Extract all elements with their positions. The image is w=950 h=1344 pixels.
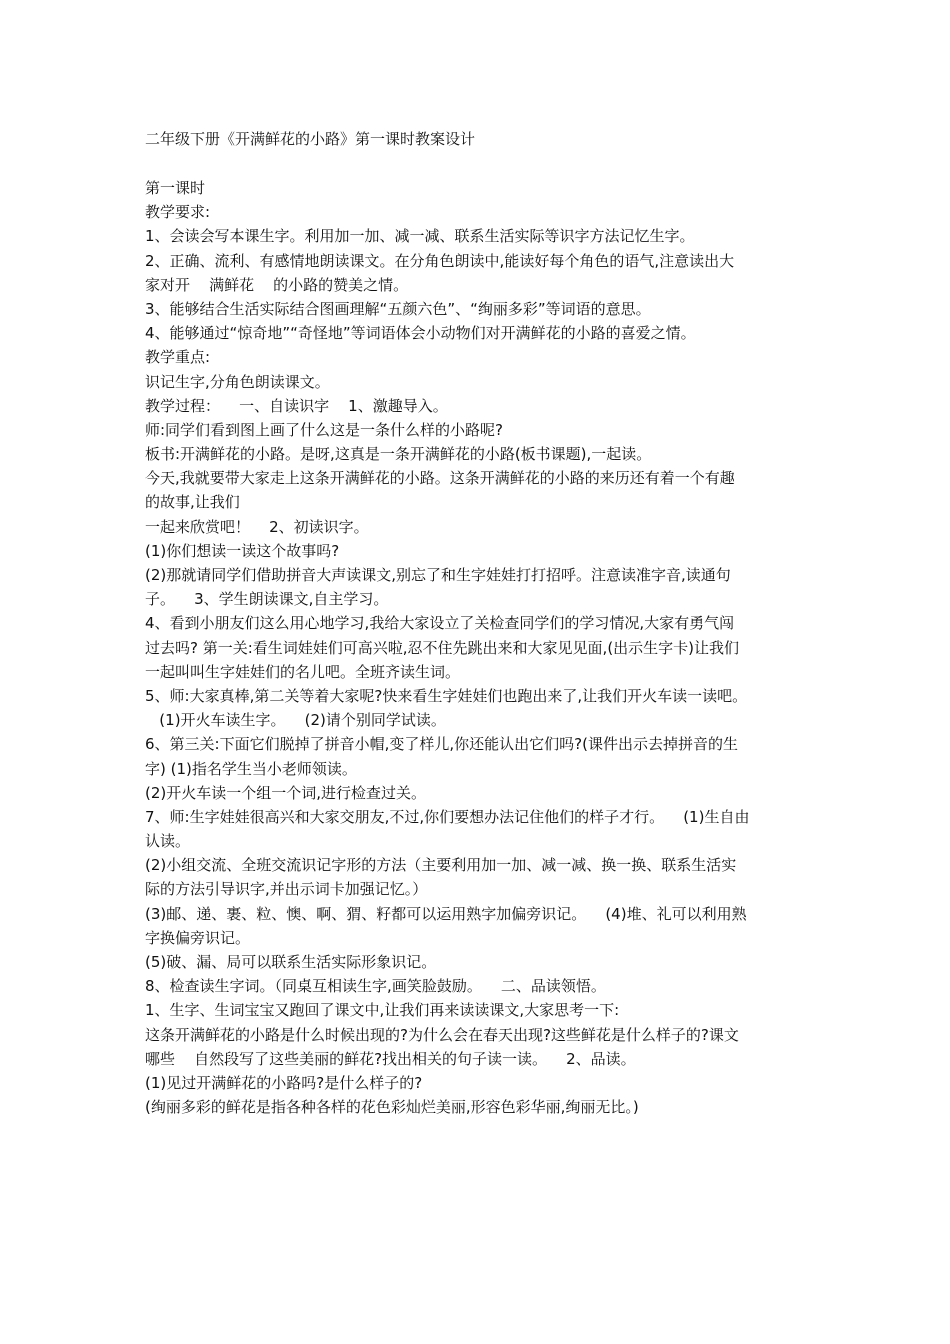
text-line: 第一课时 [145, 179, 206, 197]
text-line: 家对开 满鲜花 的小路的赞美之情。 [145, 275, 409, 294]
text-line: 教学过程： 一、自读识字 1、激趣导入。 [145, 396, 448, 415]
text-line: 过去吗? 第一关:看生词娃娃们可高兴啦,忍不住先跳出来和大家见见面,(出示生字卡)让我们 [145, 638, 740, 657]
text-line: 字换偏旁识记。 [145, 928, 251, 947]
text-line: 哪些 自然段写了这些美丽的鲜花?找出相关的句子读一读。 2、品读。 [145, 1049, 636, 1068]
text-line: 的故事,让我们 [145, 493, 240, 512]
text-line: 7、师:生字娃娃很高兴和大家交朋友,不过,你们要想办法记住他们的样子才行。 (1)生自由 [145, 807, 750, 826]
text-line: (2)小组交流、全班交流识记字形的方法（主要利用加一加、减一减、换一换、联系生活实 [145, 856, 737, 875]
text-line: 子。 3、学生朗读课文,自主学习。 [145, 590, 389, 609]
text-line: (1)见过开满鲜花的小路吗?是什么样子的? [145, 1073, 423, 1092]
text-line: (绚丽多彩的鲜花是指各种各样的花色彩灿烂美丽,形容色彩华丽,绚丽无比。) [145, 1098, 639, 1117]
text-line: 4、看到小朋友们这么用心地学习,我给大家设立了关检查同学们的学习情况,大家有勇气闯 [145, 614, 735, 633]
text-line: 1、生字、生词宝宝又跑回了课文中,让我们再来读读课文,大家思考一下: [145, 1001, 620, 1020]
text-line: 教学重点: [145, 348, 211, 367]
text-line: (1)你们想读一读这个故事吗? [145, 541, 340, 560]
text-line: 字) (1)指名学生当小老师领读。 [145, 759, 357, 778]
document-body [145, 176, 825, 1119]
text-line: (5)破、漏、局可以联系生活实际形象识记。 [145, 953, 437, 971]
text-line: 识记生字,分角色朗读课文。 [145, 372, 330, 391]
text-line: 4、能够通过“惊奇地”“奇怪地”等词语体会小动物们对开满鲜花的小路的喜爱之情。 [145, 324, 696, 343]
text-line: (2)那就请同学们借助拼音大声读课文,别忘了和生字娃娃打打招呼。注意读准字音,读通句 [145, 566, 731, 584]
text-line: 师:同学们看到图上画了什么这是一条什么样的小路呢? [145, 420, 504, 439]
text-line: 认读。 [145, 832, 191, 851]
text-line: 这条开满鲜花的小路是什么时候出现的?为什么会在春天出现?这些鲜花是什么样子的?课文 [145, 1025, 739, 1044]
text-line: (2)开火车读一个组一个词,进行检查过关。 [145, 783, 427, 802]
text-line: (1)开火车读生字。 (2)请个别同学试读。 [145, 711, 446, 730]
text-line: 一起叫叫生字娃娃们的名儿吧。全班齐读生词。 [145, 662, 461, 681]
text-line: 8、检查读生字词。（同桌互相读生字,画笑脸鼓励。 二、品读领悟。 [145, 977, 606, 996]
document-title: 二年级下册《开满鲜花的小路》第一课时教案设计 [145, 130, 476, 148]
text-line: 际的方法引导识字,并出示词卡加强记忆。） [145, 880, 428, 899]
text-line: 一起来欣赏吧！ 2、初读识字。 [145, 517, 369, 536]
text-line: 今天,我就要带大家走上这条开满鲜花的小路。这条开满鲜花的小路的来历还有着一个有趣 [145, 469, 735, 488]
text-line: 1、会读会写本课生字。利用加一加、减一减、联系生活实际等识字方法记忆生字。 [145, 227, 695, 246]
text-line: 6、第三关:下面它们脱掉了拼音小帽,变了样儿,你还能认出它们吗?(课件出示去掉拼音的生 [145, 735, 738, 754]
text-line: 板书:开满鲜花的小路。是呀,这真是一条开满鲜花的小路(板书课题),一起读。 [145, 445, 652, 464]
text-line: 3、能够结合生活实际结合图画理解“五颜六色”、“绚丽多彩”等词语的意思。 [145, 299, 651, 318]
text-line: 5、师:大家真棒,第二关等着大家呢?快来看生字娃娃们也跑出来了,让我们开火车读一读吧。 [145, 686, 748, 705]
text-line: 2、正确、流利、有感情地朗读课文。在分角色朗读中,能读好每个角色的语气,注意读出大 [145, 251, 735, 270]
text-line: 教学要求: [145, 203, 211, 222]
text-line: (3)邮、递、裹、粒、懊、啊、猬、籽都可以运用熟字加偏旁识记。 (4)堆、礼可以利用熟 [145, 904, 747, 923]
